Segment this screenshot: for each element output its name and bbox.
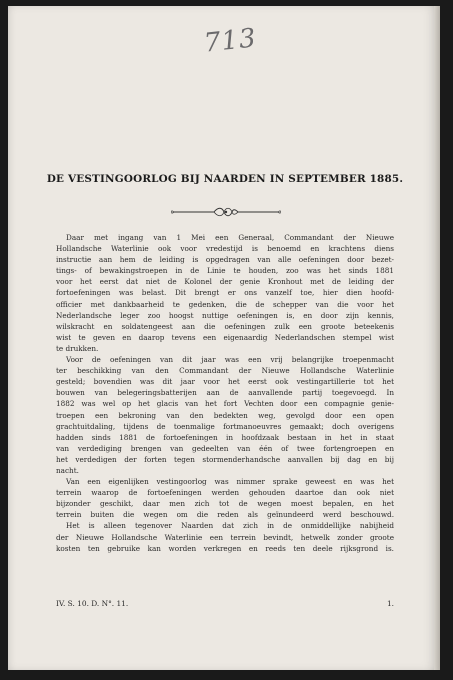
text-line: 1882 was wel op het glacis van het fort Vechten door een compagnie genie- <box>56 399 394 409</box>
printer-signature-mark: IV. S. 10. D. N°. 11. <box>56 599 129 608</box>
text-line: grachtuitdaling, tijdens de toenmalige fortmanoeuvres gemaakt; doch overigens <box>56 421 394 431</box>
text-line: te drukken. <box>56 343 99 353</box>
text-line: hadden sinds 1881 de fortoefeningen in hoofdzaak bestaan in het in staat <box>56 432 394 442</box>
text-line: der Nieuwe Hollandsche Waterlinie een terrein bevindt, hetwelk zonder groote <box>56 532 394 542</box>
text-line: gesteld; bovendien was dit jaar voor het eerst ook vestingartillerie tot het <box>56 377 394 387</box>
text-line: bouwen van belegeringsbatterijen aan de aanvallende partij toegevoegd. In <box>56 388 394 398</box>
text-line: terrein waarop de fortoefeningen werden gehouden daartoe dan ook niet <box>56 488 394 498</box>
text-line: Hollandsche Waterlinie ook voor vredestijd is benoemd en krachtens diens <box>56 244 394 254</box>
text-line: Daar met ingang van 1 Mei een Generaal, Commandant der Nieuwe <box>66 233 394 242</box>
handwritten-folio-number: 713 <box>202 23 259 59</box>
text-line: van verdediging brengen van gedeelten van één of twee fortengroepen en <box>56 443 394 453</box>
text-line: wist te geven en daarop tevens een eigenaardig Nederlandschen stempel wist <box>56 332 394 342</box>
text-line: Nederlandsche leger zoo hoogst nuttige oefeningen is, en door zijn kennis, <box>56 310 394 320</box>
page-edge <box>434 6 440 670</box>
text-line: troepen een bekroning van den bedekten weg, gevolgd door een open <box>56 410 394 420</box>
text-line: Voor de oefeningen van dit jaar was een vrij belangrijke troepenmacht <box>66 355 394 365</box>
ornament-divider-icon <box>170 206 282 218</box>
text-line: nacht. <box>56 465 79 475</box>
page-number: 1. <box>386 599 394 608</box>
text-line: voor het eerst dat niet de Kolonel der genie Kronhout met de leiding der <box>56 277 394 287</box>
text-line: instructie aan hem de leiding is opgedragen van alle oefeningen door bezet- <box>56 255 394 265</box>
text-line: wilskracht en soldatengeest aan die oefeningen zulk een groote beteekenis <box>56 321 394 331</box>
text-line: het verdedigen der forten tegen stormenderhandsche aanvallen bij dag en bij <box>56 454 394 464</box>
article-body <box>56 232 394 554</box>
article-title: DE VESTINGOORLOG BIJ NAARDEN IN SEPTEMBER 1885. <box>46 173 404 185</box>
text-line: officier met dankbaarheid te gedenken, die de schepper van die voor het <box>56 299 394 309</box>
text-line: Het is alleen tegenover Naarden dat zich in de onmiddellijke nabijheid <box>66 521 394 531</box>
text-line: fortoefeningen was belast. Dit brengt er ons vanzelf toe, hier dien hoofd- <box>56 288 394 298</box>
document-page <box>8 6 440 670</box>
text-line: terrein buiten die wegen om die reden als geïnundeerd werd beschouwd. <box>56 510 394 520</box>
text-line: Van een eigenlijken vestingoorlog was nimmer sprake geweest en was het <box>66 477 394 487</box>
text-line: kosten ten gebruike kan worden verkregen en reeds ten deele rijksgrond is. <box>56 543 394 553</box>
text-line: tings- of bewakingstroepen in de Linie te houden, zoo was het sinds 1881 <box>56 266 394 276</box>
text-line: ter beschikking van den Commandant der Nieuwe Hollandsche Waterlinie <box>56 366 394 376</box>
text-line: bijzonder geschikt, daar men zich tot de wegen moest bepalen, en het <box>56 499 394 509</box>
